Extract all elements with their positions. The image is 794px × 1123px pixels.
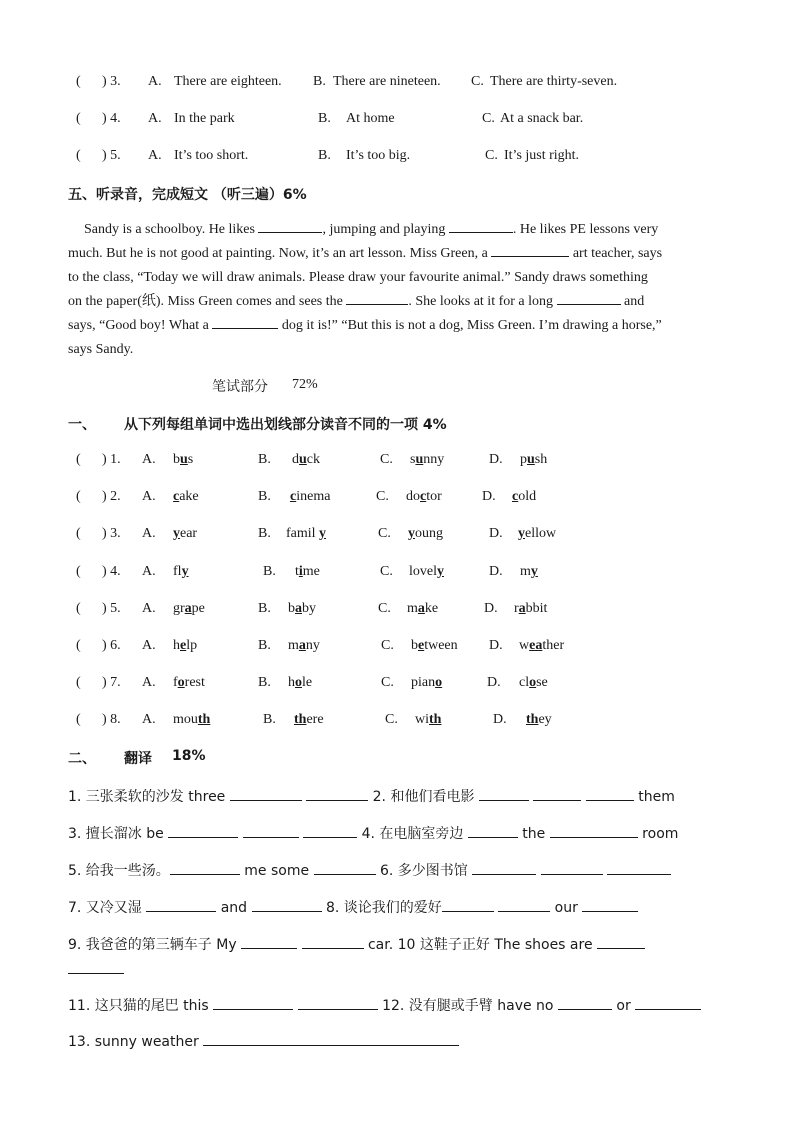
option-text[interactable]: There are thirty-seven. <box>490 74 618 89</box>
word-part: ck <box>306 452 321 467</box>
word-part: mou <box>173 712 198 727</box>
underlined-letters: u <box>180 452 188 467</box>
fill-blank[interactable] <box>558 996 612 1010</box>
option-word[interactable] <box>288 601 316 617</box>
option-text[interactable]: In the park <box>174 111 235 126</box>
option-letter: B. <box>258 638 271 653</box>
section-1-number: 一、 <box>68 417 96 433</box>
word-part: b <box>288 601 295 616</box>
answer-paren-open: ( <box>76 564 81 579</box>
word-part: famil <box>286 526 320 541</box>
option-letter: C. <box>376 489 389 504</box>
option-word[interactable] <box>519 675 548 691</box>
underlined-letters: y <box>173 526 180 541</box>
question-number: ) 3. <box>102 74 121 89</box>
question-number: ) 4. <box>102 564 121 579</box>
option-letter: C. <box>471 74 484 89</box>
option-letter: D. <box>487 675 501 690</box>
fill-blank[interactable] <box>597 935 645 949</box>
translation-text: and <box>216 900 252 916</box>
word-part: cl <box>519 675 530 690</box>
fill-blank[interactable] <box>472 861 536 875</box>
translation-row <box>68 1032 459 1051</box>
option-word[interactable] <box>514 601 547 617</box>
underlined-letters: a <box>417 601 425 616</box>
option-text[interactable]: There are eighteen. <box>174 74 282 89</box>
option-word[interactable] <box>294 712 324 728</box>
underlined-letters: o <box>529 675 537 690</box>
translation-row <box>68 897 638 917</box>
section-5-title: 五、听录音，完成短文 （听三遍）6% <box>68 187 307 203</box>
word-part: b <box>173 452 180 467</box>
option-text[interactable]: There are nineteen. <box>333 74 441 89</box>
fill-blank[interactable] <box>314 861 376 875</box>
underlined-letters: o <box>435 675 443 690</box>
word-part: s <box>410 452 416 467</box>
word-part: by <box>302 601 316 616</box>
section-2-title: 翻译 <box>124 751 152 767</box>
option-letter: B. <box>318 148 331 163</box>
translation-text: the <box>517 826 550 842</box>
underlined-letters: y <box>319 526 327 541</box>
fill-blank[interactable] <box>241 935 297 949</box>
fill-blank[interactable] <box>230 787 302 801</box>
translation-row <box>68 823 678 843</box>
underlined-letters: th <box>526 712 539 727</box>
option-letter: B. <box>313 74 326 89</box>
translation-text: our <box>550 900 583 916</box>
underlined-letters: u <box>527 452 535 467</box>
underlined-letters: i <box>298 564 303 579</box>
fill-blank[interactable] <box>212 315 278 329</box>
fill-blank[interactable] <box>550 824 638 838</box>
word-part: b <box>411 638 418 653</box>
option-letter: C. <box>380 452 393 467</box>
option-word[interactable] <box>410 452 444 468</box>
translation-row <box>68 934 645 954</box>
fill-blank[interactable] <box>635 996 701 1010</box>
word-part: w <box>519 638 530 653</box>
fill-blank[interactable] <box>582 898 638 912</box>
option-word[interactable] <box>292 452 320 468</box>
passage-text: on the paper(纸). Miss Green comes and sees the <box>68 294 347 309</box>
underlined-letters: a <box>298 638 306 653</box>
section-2-number: 二、 <box>68 751 96 767</box>
written-part-title: 笔试部分 <box>212 379 268 395</box>
option-word[interactable] <box>408 526 443 542</box>
word-part: oung <box>415 526 443 541</box>
word-part: t <box>295 564 299 579</box>
word-part: ellow <box>525 526 557 541</box>
translation-text: 3. 擅长溜冰 be <box>68 826 169 842</box>
option-text[interactable]: It’s just right. <box>504 148 580 163</box>
word-part: m <box>407 601 418 616</box>
translation-text: 8. 谈论我们的爱好 <box>321 900 442 916</box>
answer-paren-open: ( <box>76 489 81 504</box>
option-word[interactable] <box>409 564 444 580</box>
word-part: m <box>288 638 299 653</box>
option-letter: B. <box>258 675 271 690</box>
translation-text: or <box>611 998 636 1014</box>
answer-blank[interactable] <box>88 675 102 691</box>
passage-text: art teacher, says <box>569 246 663 261</box>
translation-text: 6. 多少图书馆 <box>375 863 473 879</box>
word-part: inema <box>296 489 331 504</box>
translation-row <box>68 860 671 880</box>
option-word[interactable] <box>173 675 205 691</box>
fill-blank[interactable] <box>146 898 216 912</box>
answer-blank[interactable] <box>88 148 102 164</box>
word-part: lp <box>186 638 198 653</box>
fill-blank[interactable] <box>442 898 494 912</box>
underlined-letters: c <box>173 489 180 504</box>
translation-text: 1. 三张柔软的沙发 three <box>68 789 230 805</box>
word-part: tor <box>426 489 442 504</box>
word-part: f <box>173 675 178 690</box>
word-part: rest <box>184 675 205 690</box>
option-letter: C. <box>378 526 391 541</box>
question-number: ) 4. <box>102 111 121 126</box>
fill-blank[interactable] <box>498 898 550 912</box>
passage-text: Sandy is a schoolboy. He likes <box>84 222 259 237</box>
underlined-letters: c <box>512 489 519 504</box>
option-word[interactable] <box>173 452 193 468</box>
underlined-letters: th <box>197 712 211 727</box>
word-part: r <box>514 601 519 616</box>
option-letter: C. <box>485 148 498 163</box>
option-letter: A. <box>142 675 156 690</box>
fill-blank[interactable] <box>203 1032 459 1046</box>
word-part: s <box>187 452 194 467</box>
underlined-letters: u <box>415 452 424 467</box>
word-part: ther <box>542 638 565 653</box>
underlined-letters: th <box>429 712 442 727</box>
option-letter: A. <box>148 111 162 126</box>
word-part: h <box>288 675 295 690</box>
word-part: ke <box>424 601 439 616</box>
word-part: fl <box>173 564 182 579</box>
fill-blank[interactable] <box>479 787 529 801</box>
option-word[interactable] <box>173 526 197 542</box>
option-letter: C. <box>380 564 393 579</box>
answer-paren-open: ( <box>76 74 81 89</box>
section-1-title: 从下列每组单词中选出划线部分读音不同的一项 4% <box>124 417 447 433</box>
answer-paren-open: ( <box>76 675 81 690</box>
underlined-letters: u <box>299 452 307 467</box>
fill-blank[interactable] <box>258 219 322 233</box>
translation-text: 2. 和他们看电影 <box>368 789 479 805</box>
option-word[interactable] <box>286 526 326 542</box>
answer-paren-open: ( <box>76 111 81 126</box>
answer-blank[interactable] <box>88 712 102 728</box>
fill-blank[interactable] <box>243 824 299 838</box>
answer-blank[interactable] <box>88 564 102 580</box>
word-part: bbit <box>525 601 548 616</box>
answer-paren-open: ( <box>76 712 81 727</box>
answer-blank[interactable] <box>88 526 102 542</box>
translation-row <box>68 995 701 1015</box>
answer-paren-open: ( <box>76 601 81 616</box>
fill-blank[interactable] <box>170 861 240 875</box>
translation-text: me some <box>239 863 314 879</box>
passage-text: dog it is!” “But this is not a dog, Miss Green. I’m drawing a horse,” <box>278 318 662 333</box>
answer-blank[interactable] <box>88 489 102 505</box>
option-word[interactable] <box>411 638 458 654</box>
option-letter: B. <box>258 601 271 616</box>
option-letter: D. <box>489 638 503 653</box>
option-letter: A. <box>148 148 162 163</box>
option-word[interactable] <box>519 638 564 654</box>
option-word[interactable] <box>512 489 536 505</box>
answer-blank[interactable] <box>88 111 102 127</box>
word-part: ere <box>306 712 324 727</box>
option-letter: B. <box>258 452 271 467</box>
answer-paren-open: ( <box>76 452 81 467</box>
word-part: p <box>520 452 527 467</box>
option-letter: D. <box>489 452 503 467</box>
translation-text: 13. sunny weather <box>68 1034 204 1050</box>
fill-blank[interactable] <box>168 824 238 838</box>
underlined-letters: y <box>437 564 444 579</box>
cloze-passage <box>68 218 726 362</box>
fill-blank[interactable] <box>541 861 603 875</box>
underlined-letters: ea <box>529 638 543 653</box>
word-part: do <box>406 489 420 504</box>
fill-blank[interactable] <box>302 935 364 949</box>
translation-row <box>68 786 675 806</box>
passage-line <box>68 266 726 290</box>
question-number: ) 8. <box>102 712 121 727</box>
question-number: ) 7. <box>102 675 121 690</box>
translation-text: 5. 给我一些汤。 <box>68 863 170 879</box>
question-number: ) 5. <box>102 148 121 163</box>
passage-text: says, “Good boy! What a <box>68 318 213 333</box>
option-letter: D. <box>482 489 496 504</box>
option-letter: D. <box>489 526 503 541</box>
option-letter: C. <box>482 111 495 126</box>
option-letter: D. <box>489 564 503 579</box>
answer-blank[interactable] <box>88 74 102 90</box>
question-number: ) 6. <box>102 638 121 653</box>
word-part: sh <box>534 452 548 467</box>
answer-paren-open: ( <box>76 148 81 163</box>
fill-blank[interactable] <box>303 824 357 838</box>
translation-text: 7. 又冷又湿 <box>68 900 147 916</box>
passage-text: to the class, “Today we will draw animals. Please draw your favourite animal.” Sandy draws something <box>68 270 648 285</box>
underlined-letters: e <box>180 638 187 653</box>
translation-text: 4. 在电脑室旁边 <box>357 826 468 842</box>
option-word[interactable] <box>288 638 320 654</box>
option-word[interactable] <box>407 601 438 617</box>
fill-blank[interactable] <box>346 291 408 305</box>
fill-blank[interactable] <box>557 291 621 305</box>
word-part: ake <box>179 489 199 504</box>
translation-text: 9. 我爸爸的第三辆车子 My <box>68 937 242 953</box>
translation-text: them <box>633 789 675 805</box>
underlined-letters: o <box>177 675 185 690</box>
option-text[interactable]: At home <box>346 111 395 126</box>
word-part: d <box>292 452 299 467</box>
section-2-percent: 18% <box>172 748 206 764</box>
fill-blank[interactable] <box>586 787 634 801</box>
underlined-letters: th <box>294 712 307 727</box>
word-part: ey <box>538 712 552 727</box>
word-part: le <box>302 675 313 690</box>
option-word[interactable] <box>173 564 189 580</box>
fill-blank[interactable] <box>468 824 518 838</box>
fill-blank[interactable] <box>298 996 378 1010</box>
answer-blank[interactable] <box>88 452 102 468</box>
option-word[interactable] <box>295 564 320 580</box>
question-number: ) 5. <box>102 601 121 616</box>
word-part: pe <box>191 601 205 616</box>
option-word[interactable] <box>173 601 205 617</box>
passage-line <box>68 290 726 314</box>
word-part: me <box>302 564 320 579</box>
passage-line <box>68 338 726 362</box>
underlined-letters: y <box>518 526 525 541</box>
passage-text: . He likes PE lessons very <box>512 222 659 237</box>
passage-line <box>68 242 726 266</box>
option-text[interactable]: At a snack bar. <box>500 111 584 126</box>
option-text[interactable]: It’s too big. <box>346 148 411 163</box>
fill-blank[interactable] <box>533 787 581 801</box>
option-word[interactable] <box>173 712 210 728</box>
underlined-letters: a <box>295 601 302 616</box>
word-part: old <box>518 489 537 504</box>
word-part: m <box>520 564 531 579</box>
answer-paren-open: ( <box>76 638 81 653</box>
passage-text: says Sandy. <box>68 342 134 357</box>
passage-text: and <box>620 294 645 309</box>
option-letter: B. <box>258 526 271 541</box>
passage-text: . She looks at it for a long <box>408 294 557 309</box>
option-letter: B. <box>318 111 331 126</box>
option-letter: B. <box>258 489 271 504</box>
option-word[interactable] <box>173 489 199 505</box>
underlined-letters: e <box>418 638 425 653</box>
underlined-letters: y <box>408 526 415 541</box>
fill-blank[interactable] <box>491 243 569 257</box>
option-letter: C. <box>381 675 394 690</box>
option-word[interactable] <box>411 675 442 691</box>
passage-line <box>68 218 726 242</box>
answer-blank[interactable] <box>88 601 102 617</box>
answer-blank[interactable] <box>88 638 102 654</box>
option-word[interactable] <box>173 638 197 654</box>
underlined-letters: a <box>184 601 192 616</box>
word-part: lovel <box>409 564 437 579</box>
fill-blank[interactable] <box>213 996 293 1010</box>
option-letter: A. <box>142 712 156 727</box>
question-number: ) 2. <box>102 489 121 504</box>
word-part: ny <box>305 638 320 653</box>
option-letter: D. <box>484 601 498 616</box>
option-letter: C. <box>385 712 398 727</box>
option-letter: A. <box>142 526 156 541</box>
written-part-percent: 72% <box>292 377 318 392</box>
question-number: ) 3. <box>102 526 121 541</box>
option-word[interactable] <box>415 712 441 728</box>
fill-blank[interactable] <box>449 219 513 233</box>
underlined-letters: y <box>530 564 538 579</box>
translation-text: car. 10 这鞋子正好 The shoes are <box>363 937 598 953</box>
answer-paren-open: ( <box>76 526 81 541</box>
option-letter: A. <box>142 564 156 579</box>
translation-text: 11. 这只猫的尾巴 this <box>68 998 214 1014</box>
option-letter: A. <box>142 452 156 467</box>
word-part: ear <box>180 526 198 541</box>
option-word[interactable] <box>520 452 547 468</box>
underlined-letters: c <box>290 489 297 504</box>
word-part: wi <box>415 712 429 727</box>
word-part: pian <box>411 675 436 690</box>
passage-line <box>68 314 726 338</box>
fill-blank[interactable] <box>252 898 322 912</box>
option-letter: C. <box>378 601 391 616</box>
underlined-letters: y <box>181 564 189 579</box>
translation-text: room <box>637 826 679 842</box>
question-number: ) 1. <box>102 452 121 467</box>
word-part: nny <box>423 452 445 467</box>
option-letter: A. <box>148 74 162 89</box>
option-text[interactable]: It’s too short. <box>174 148 249 163</box>
word-part: h <box>173 638 180 653</box>
fill-blank[interactable] <box>607 861 671 875</box>
passage-text: much. But he is not good at painting. Now, it’s an art lesson. Miss Green, a <box>68 246 492 261</box>
underlined-letters: c <box>420 489 427 504</box>
word-part: tween <box>424 638 458 653</box>
option-letter: A. <box>142 601 156 616</box>
option-word[interactable] <box>526 712 552 728</box>
passage-text: , jumping and playing <box>322 222 449 237</box>
fill-blank[interactable] <box>68 960 124 974</box>
option-letter: A. <box>142 489 156 504</box>
word-part: gr <box>173 601 185 616</box>
option-word[interactable] <box>518 526 556 542</box>
option-letter: B. <box>263 712 276 727</box>
option-letter: B. <box>263 564 276 579</box>
option-word[interactable] <box>290 489 330 505</box>
option-word[interactable] <box>520 564 538 580</box>
option-word[interactable] <box>288 675 312 691</box>
option-letter: A. <box>142 638 156 653</box>
underlined-letters: a <box>518 601 526 616</box>
option-letter: D. <box>493 712 507 727</box>
fill-blank[interactable] <box>306 787 368 801</box>
word-part: se <box>536 675 548 690</box>
underlined-letters: o <box>295 675 302 690</box>
option-letter: C. <box>381 638 394 653</box>
option-word[interactable] <box>406 489 442 505</box>
translation-text: 12. 没有腿或手臂 have no <box>377 998 558 1014</box>
